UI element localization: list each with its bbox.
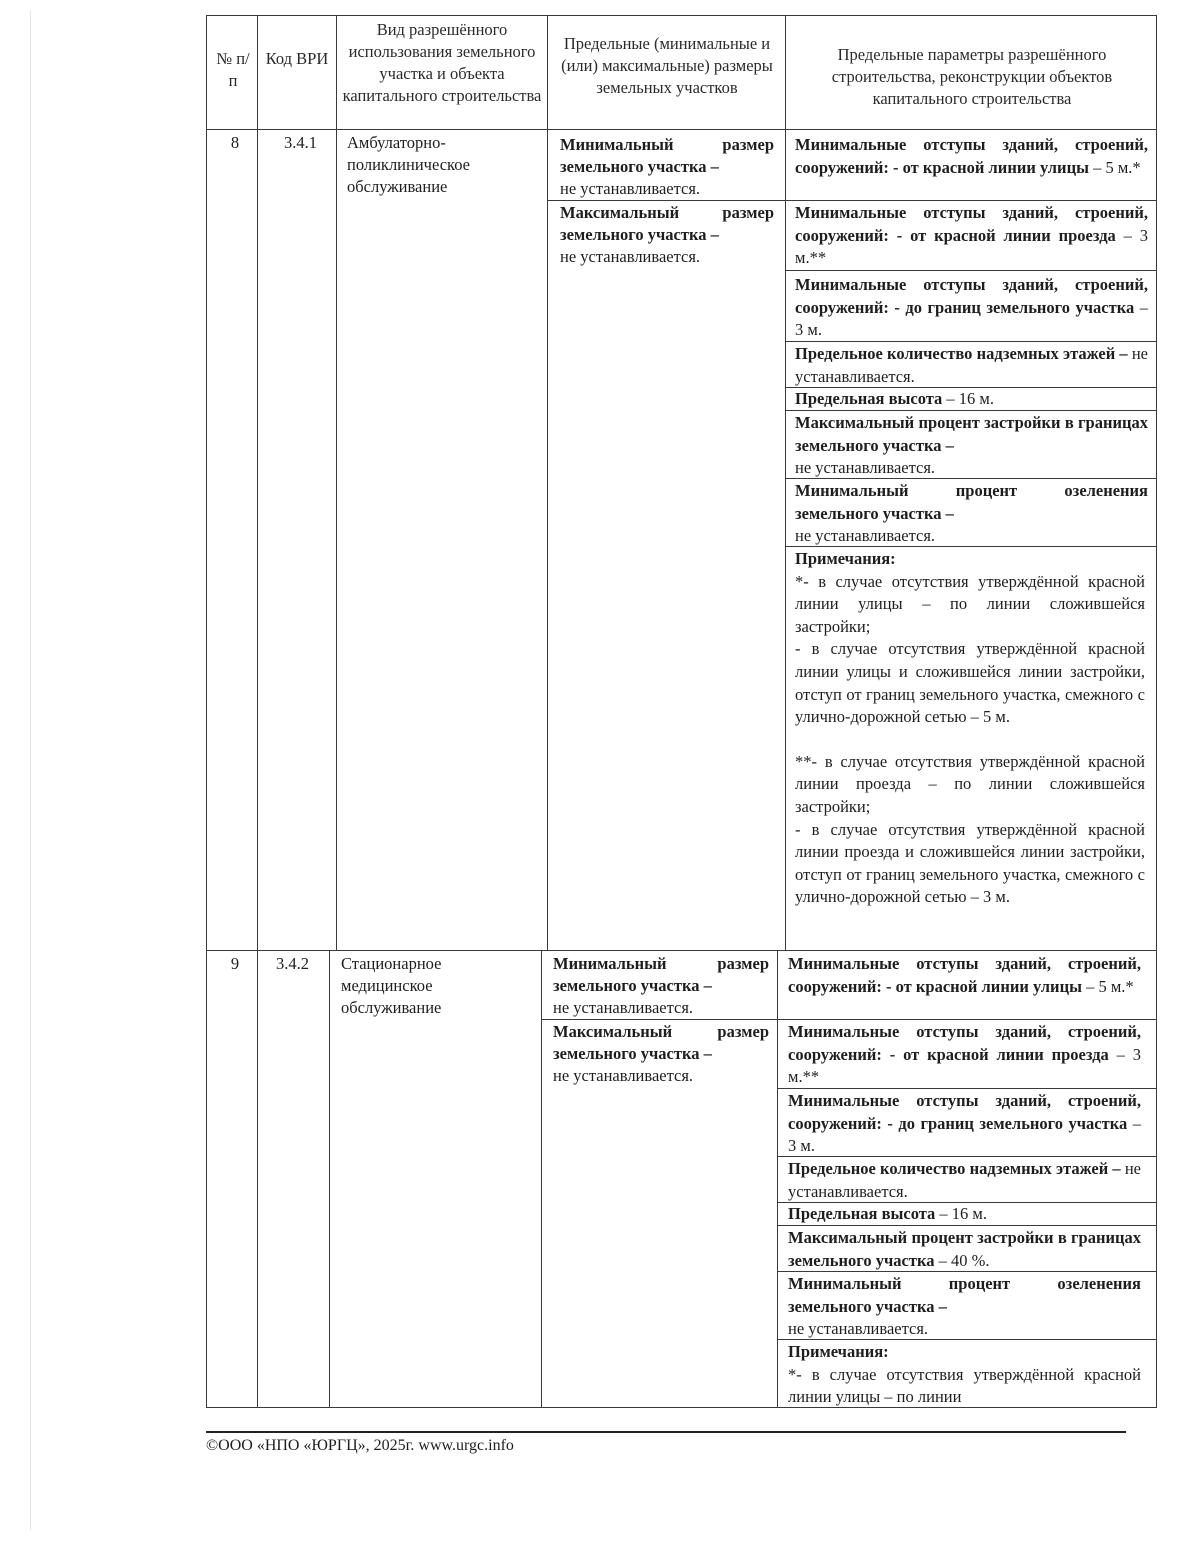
max-height-value: – 16 м. bbox=[942, 389, 994, 408]
max-build-percent-label: Максимальный процент застройки в границах земельного участка – bbox=[795, 413, 1148, 455]
setback-driveway bbox=[788, 1021, 1141, 1089]
min-plot-size-label: Минимальный размер земельного участка – bbox=[553, 954, 769, 995]
setback-street-value: – 5 м.* bbox=[1088, 157, 1141, 177]
header-code: Код ВРИ bbox=[265, 49, 329, 68]
notes bbox=[788, 1341, 1141, 1409]
note-item: *- в случае отсутствия утверждённой красной линии улицы – по линии bbox=[788, 1364, 1141, 1407]
header-build-params: Предельные параметры разрешённого строительства, реконструкции объектов капитального строительства bbox=[831, 45, 1113, 108]
setback-street-value: – 5 м.* bbox=[1081, 976, 1134, 996]
note-item: - в случае отсутствия утверждённой красной линии улицы и сложившейся линии застройки, отступ от границ земельного участка, смежного с улично-дорожной сетью – 5 м. bbox=[795, 639, 1145, 727]
max-height bbox=[788, 1203, 1141, 1226]
use-type-name: Стационарное медицинское обслуживание bbox=[341, 954, 442, 1017]
min-plot-size bbox=[560, 134, 774, 200]
setback-street-label: Минимальные отступы зданий, строений, сооружений: - от красной линии улицы bbox=[788, 954, 1141, 996]
notes-title: Примечания: bbox=[795, 549, 896, 568]
notes bbox=[795, 548, 1145, 909]
max-plot-size bbox=[553, 1021, 769, 1087]
footer-copyright: ©ООО «НПО «ЮРГЦ», 2025г. www.urgc.info bbox=[206, 1437, 514, 1454]
header-use-type: Вид разрешённого использования земельного участка и объекта капитального строительства bbox=[342, 20, 542, 105]
min-plot-size-value: не устанавливается. bbox=[553, 998, 694, 1017]
col-divider-2-lower bbox=[329, 950, 330, 1408]
use-type-name: Амбулаторно-поликлиническое обслуживание bbox=[347, 133, 470, 196]
max-build-percent-label: Максимальный процент застройки в границах земельного участка bbox=[788, 1228, 1141, 1270]
max-floors-value: не устанавливается. bbox=[788, 1159, 1141, 1201]
setback-plot-border bbox=[788, 1090, 1141, 1158]
row9-size-divider bbox=[541, 1019, 1157, 1020]
max-plot-size-label: Максимальный размер земельного участка – bbox=[560, 203, 774, 244]
max-plot-size-label: Максимальный размер земельного участка – bbox=[553, 1022, 769, 1063]
setback-street bbox=[788, 953, 1141, 998]
min-green-percent bbox=[795, 480, 1148, 548]
footer-rule bbox=[206, 1431, 1126, 1433]
max-build-percent-value: – 40 %. bbox=[934, 1250, 990, 1270]
setback-plot-border-value: – 3 м. bbox=[795, 297, 1148, 340]
min-green-percent-value: не устанавливается. bbox=[788, 1319, 929, 1339]
max-floors-label: Предельное количество надземных этажей – bbox=[788, 1159, 1121, 1178]
note-item: **- в случае отсутствия утверждённой красной линии проезда – по линии сложившейся застройки; bbox=[795, 751, 1145, 816]
col-divider-4-upper bbox=[785, 15, 786, 950]
note-item: - в случае отсутствия утверждённой красной линии проезда и сложившейся линии застройки, отступ от границ земельного участка, смежного с улично-дорожной сетью – 3 м. bbox=[795, 819, 1145, 907]
max-floors-value: не устанавливается. bbox=[795, 344, 1148, 386]
setback-driveway-label: Минимальные отступы зданий, строений, сооружений: - от красной линии проезда bbox=[795, 203, 1148, 245]
setback-driveway-value: – 3 м.** bbox=[788, 1044, 1142, 1087]
max-plot-size bbox=[560, 202, 774, 268]
scan-edge bbox=[30, 10, 31, 1530]
setback-driveway bbox=[795, 202, 1148, 270]
max-build-percent-value: не устанавливается. bbox=[795, 458, 936, 478]
min-plot-size-value: не устанавливается. bbox=[560, 179, 701, 198]
min-green-percent-value: не устанавливается. bbox=[795, 526, 936, 546]
col-divider-2-upper bbox=[336, 15, 337, 950]
row-number: 8 bbox=[230, 133, 240, 152]
row-divider-8-9 bbox=[206, 950, 1157, 951]
max-height-label: Предельная высота bbox=[795, 389, 943, 408]
max-floors-label: Предельное количество надземных этажей – bbox=[795, 344, 1128, 363]
row8-param-divider-1 bbox=[785, 270, 1157, 271]
max-floors bbox=[795, 343, 1148, 388]
max-plot-size-value: не устанавливается. bbox=[553, 1066, 694, 1085]
max-height-value: – 16 м. bbox=[935, 1204, 987, 1223]
vri-code: 3.4.1 bbox=[284, 133, 317, 152]
setback-plot-border-label: Минимальные отступы зданий, строений, сооружений: - до границ земельного участка bbox=[795, 275, 1148, 317]
max-plot-size-value: не устанавливается. bbox=[560, 247, 701, 266]
min-green-percent-label: Минимальный процент озеленения земельного участка – bbox=[795, 481, 1148, 523]
min-green-percent-label: Минимальный процент озеленения земельного участка – bbox=[788, 1274, 1141, 1316]
max-height bbox=[795, 388, 1148, 411]
vri-code: 3.4.2 bbox=[276, 954, 309, 973]
setback-street-label: Минимальные отступы зданий, строений, сооружений: - от красной линии улицы bbox=[795, 135, 1148, 177]
note-spacer bbox=[795, 729, 1145, 751]
max-build-percent bbox=[795, 412, 1148, 480]
min-plot-size bbox=[553, 953, 769, 1019]
setback-driveway-label: Минимальные отступы зданий, строений, сооружений: - от красной линии проезда bbox=[788, 1022, 1141, 1064]
notes-title: Примечания: bbox=[788, 1342, 889, 1361]
col-divider-3-upper bbox=[547, 15, 548, 950]
setback-driveway-value: – 3 м.** bbox=[795, 225, 1149, 268]
header-number: № п/п bbox=[216, 49, 250, 90]
row8-size-divider bbox=[547, 200, 1157, 201]
min-plot-size-label: Минимальный размер земельного участка – bbox=[560, 135, 774, 176]
setback-plot-border-value: – 3 м. bbox=[788, 1113, 1141, 1156]
header-plot-sizes: Предельные (минимальные и (или) максимальные) размеры земельных участков bbox=[561, 34, 773, 97]
min-green-percent bbox=[788, 1273, 1141, 1341]
max-build-percent bbox=[788, 1227, 1141, 1272]
max-floors bbox=[788, 1158, 1141, 1203]
max-height-label: Предельная высота bbox=[788, 1204, 936, 1223]
col-divider-1 bbox=[257, 15, 258, 1408]
setback-plot-border bbox=[795, 274, 1148, 342]
setback-plot-border-label: Минимальные отступы зданий, строений, сооружений: - до границ земельного участка bbox=[788, 1091, 1141, 1133]
row-number: 9 bbox=[230, 954, 240, 973]
header-bottom-line bbox=[206, 129, 1157, 130]
setback-street bbox=[795, 134, 1148, 179]
note-item: *- в случае отсутствия утверждённой красной линии улицы – по линии сложившейся застройки; bbox=[795, 571, 1145, 636]
